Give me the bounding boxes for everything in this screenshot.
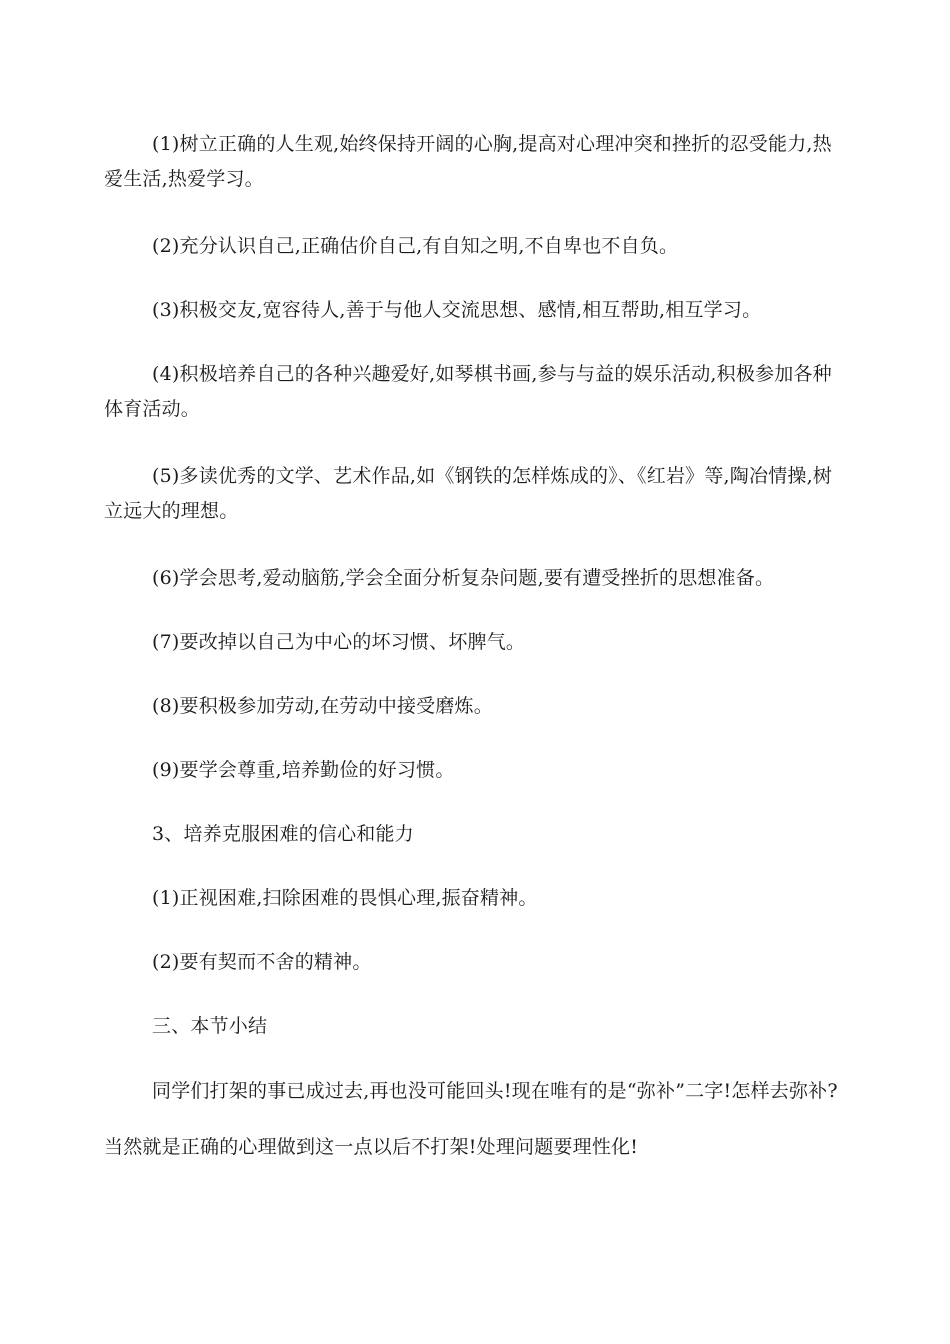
paragraph-item-1-4: (4)积极培养自己的各种兴趣爱好,如琴棋书画,参与与益的娱乐活动,积极参加各种体育活动。 [104,363,832,420]
paragraph-item-3-2: (2)要有契而不舍的精神。 [152,951,372,973]
paragraph-item-1-8: (8)要积极参加劳动,在劳动中接受磨炼。 [152,695,493,717]
paragraph-item-3-1: (1)正视困难,扫除困难的畏惧心理,振奋精神。 [152,887,538,909]
paragraph-item-1-7: (7)要改掉以自己为中心的坏习惯、坏脾气。 [152,631,526,653]
paragraph-item-1-5: (5)多读优秀的文学、艺术作品,如《钢铁的怎样炼成的》、《红岩》等,陶冶情操,树立远大的理想。 [104,465,833,522]
paragraph-item-1-3: (3)积极交友,宽容待人,善于与他人交流思想、感情,相互帮助,相互学习。 [152,299,762,321]
paragraph-item-1-2: (2)充分认识自己,正确估价自己,有自知之明,不自卑也不自负。 [152,235,679,257]
section-heading-3: 3、培养克服困难的信心和能力 [152,823,414,845]
paragraph-item-1-9: (9)要学会尊重,培养勤俭的好习惯。 [152,759,455,781]
summary-paragraph: 同学们打架的事已成过去,再也没可能回头!现在唯有的是“弥补”二字!怎样去弥补?当然就是正确的心理做到这一点以后不打架!处理问题要理性化! [104,1080,838,1158]
section-heading-summary: 三、本节小结 [152,1015,268,1037]
paragraph-item-1-1: (1)树立正确的人生观,始终保持开阔的心胸,提高对心理冲突和挫折的忍受能力,热爱生活,热爱学习。 [104,133,832,190]
paragraph-item-1-6: (6)学会思考,爱动脑筋,学会全面分析复杂问题,要有遭受挫折的思想准备。 [152,567,775,589]
